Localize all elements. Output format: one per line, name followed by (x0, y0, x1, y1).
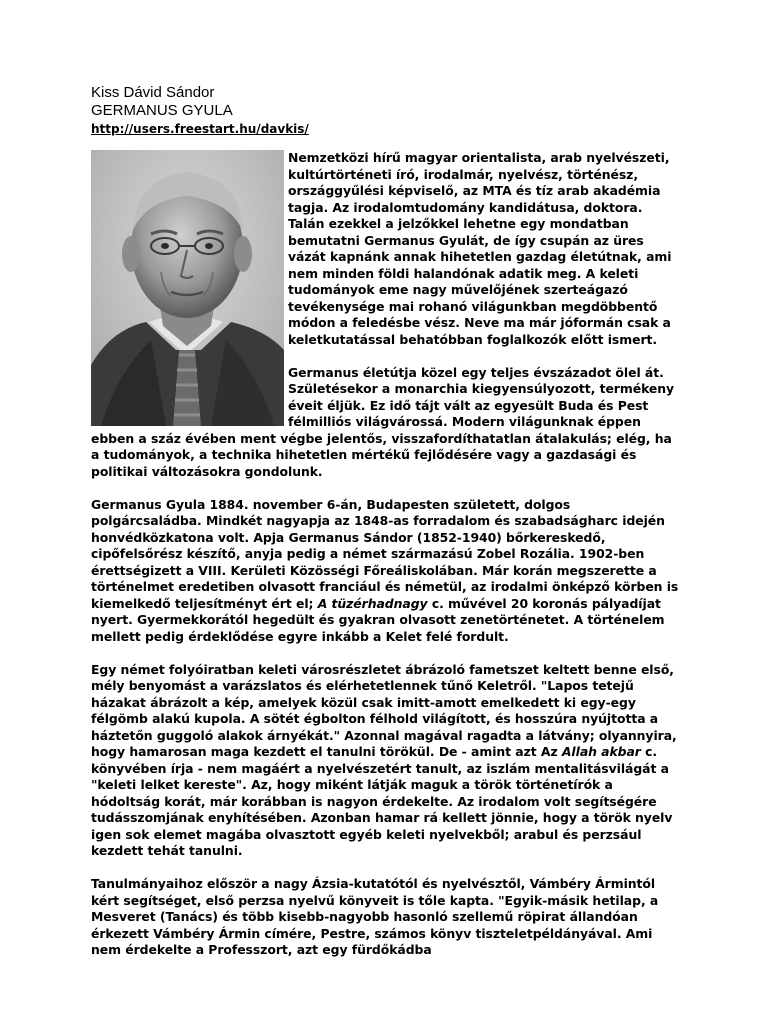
paragraph-vambery: Tanulmányaihoz először a nagy Ázsia-kutatótól és nyelvésztől, Vámbéry Ármintól kért segítséget, első perzsa nyelvű könyveit is tőle kapta. "Egyik-másik hetilap, a Mesveret (Tanács) és több kisebb-nagyobb hasonló szellemű röpirat állandóan érkezett Vámbéry Ármin címére, Pestre, számos könyv tiszteletpéldányával. Ami nem érdekelte a Professzort, azt egy fürdőkádba (91, 876, 659, 957)
paragraph-lifespan: Germanus életútja közel egy teljes évszázadot ölel át. Születésekor a monarchia kiegyensúlyozott, termékeny éveit éljük. Ez idő tájt vált az egyesült Buda és Pest félmilliós világvárossá. Modern világunknak éppen ebben a száz évében ment végbe jelentős, visszafordíthatatlan átalakulás; elég, ha a tudományok, a technika hihetetlen mértékű fejlődésére vagy a gazdasági és politikai változásokra gondolunk. (91, 364, 675, 479)
document-header (91, 84, 309, 138)
paragraph-orient-interest: Egy német folyóiratban keleti városrészletet ábrázoló fametszet keltett benne első, mély benyomást a varázslatos és elérhetetlennek tűnő Keletről. "Lapos tetejű házakat ábrázolt a kép, amelyek közül csak imitt-amott emelkedett ki egy-egy félgömb alakú kupola. A sötét égbolton félhold világított, és hosszúra nyújtotta a háztetőn guggoló alakok árnyékát." Azonnal magával ragadta a látvány; olyannyira, hogy hamarosan maga kezdett el tanulni törökül. De - amint azt Az Allah akbar c. könyvében írja - nem magáért a nyelvészetért tanult, az iszlám mentalitásvilágát a "keleti lelket kereste". Az, hogy miként látják maguk a török történetírók a hódoltság korát, már korábban is nagyon érdekelte. Az irodalom volt segítségére tudásszomjának enyhítésében. Azonban hamar rá kellett jönnie, hogy a török nyelv igen sok elemet magába olvasztott egyéb keleti nyelvekből; arabul és perzsául kezdett tehát tanulni. (91, 661, 677, 858)
document-title: GERMANUS GYULA (91, 102, 233, 119)
work-title-italic: A tüzérhadnagy (317, 595, 428, 611)
article-body (91, 150, 681, 975)
book-title-italic: Allah akbar (561, 744, 641, 759)
paragraph-intro: Nemzetközi hírű magyar orientalista, arab nyelvészeti, kultúrtörténeti író, irodalmár, nyelvész, történész, országgyűlési képviselő, az MTA és tíz arab akadémia tagja. Az irodalomtudomány kandidátusa, doktora. Talán ezekkel a jelzőkkel lehetne egy mondatban bemutatni Germanus Gyulát, de így csupán az üres vázát kapnánk annak hihetetlen gazdag életútnak, ami nem minden földi halandónak adatik meg. A keleti tudományok eme nagy művelőjének szerteágazó tevékenysége mai rohanó világunkban megdöbbentő módon a feledésbe vész. Neve ma már jóformán csak a keletkutatással behatóbban foglalkozók előtt ismert. (288, 150, 672, 347)
portrait-photo-image (91, 150, 284, 426)
source-url-link[interactable]: http://users.freestart.hu/davkis/ (91, 122, 309, 136)
paragraph-childhood: Germanus Gyula 1884. november 6-án, Budapesten született, dolgos polgárcsaládba. Mindkét nagyapja az 1848-as forradalom és szabadságharc idején honvédközkatona volt. Apja Germanus Sándor (1852-1940) bőrkereskedő, cipőfelsőrész készítő, anyja pedig a német származású Zobel Rozália. 1902-ben érettségizett a VIII. Kerületi Közösségi Főreáliskolában. Már korán megszerette a történelmet eredetiben olvasott franciául és németül, az irodalmi önképző körben is kiemelkedő teljesítményt ért el; A tüzérhadnagy c. művével 20 koronás pályadíjat nyert. Gyermekkorától hegedült és gyakran olvasott zenetörténetet. A történelem mellett pedig érdeklődése egyre inkább a Kelet felé fordult. (91, 496, 679, 644)
author-name: Kiss Dávid Sándor (91, 84, 215, 101)
portrait-photo (91, 150, 284, 426)
